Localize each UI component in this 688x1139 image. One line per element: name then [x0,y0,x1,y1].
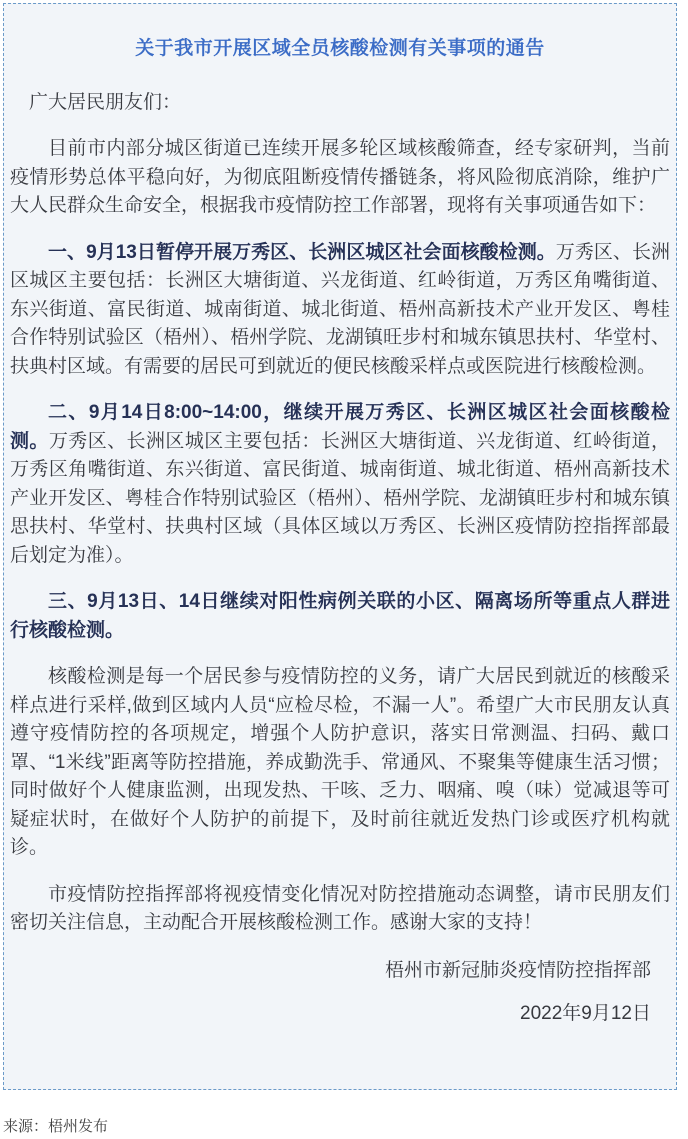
paragraph-segment: 目前市内部分城区街道已连续开展多轮区域核酸筛查，经专家研判，当前疫情形势总体平稳向好，为彻底阻断疫情传播链条，将风险彻底消除，维护广大人民群众生命安全，根据我市疫情防控工作部署，现将有关事项通告如下： [10,138,670,216]
notice-body [10,135,670,938]
notice-paragraph [10,881,670,938]
notice-paragraph [10,239,670,382]
notice-title: 关于我市开展区域全员核酸检测有关事项的通告 [135,38,545,59]
paragraph-segment: 市疫情防控指挥部将视疫情变化情况对防控措施动态调整，请市民朋友们密切关注信息，主动配合开展核酸检测工作。感谢大家的支持！ [10,883,670,933]
paragraph-segment: 万秀区、长洲区城区主要包括：长洲区大塘街道、兴龙街道、红岭街道，万秀区角嘴街道、东兴街道、富民街道、城南街道、城北街道、梧州高新技术产业开发区、粤桂合作特别试验区（梧州）、梧州学院、龙湖镇旺步村和城东镇思扶村、华堂村、扶典村区域（具体区域以万秀区、长洲区疫情防控指挥部最后划定为准）。 [10,430,670,566]
signature: 梧州市新冠肺炎疫情防控指挥部 [384,959,651,981]
notice-date: 2022年9月12日 [520,1003,651,1024]
notice-paragraph [10,399,670,570]
source-label: 来源：梧州发布 [3,1118,109,1135]
paragraph-bold-segment: 一、9月13日暂停开展万秀区、长洲区城区社会面核酸检测。 [48,241,556,263]
paragraph-bold-segment: 二、9月14日8:00~14:00，继续开展万秀区、长洲区城区社会面核酸检测。 [10,402,670,452]
notice-box [3,3,677,1090]
notice-paragraph [10,663,670,863]
notice-paragraph [10,588,670,645]
notice-paragraph [10,135,670,221]
salutation: 广大居民朋友们： [29,92,182,113]
paragraph-segment: 核酸检测是每一个居民参与疫情防控的义务，请广大居民到就近的核酸采样点进行采样,做到区域内人员“应检尽检，不漏一人”。希望广大市民朋友认真遵守疫情防控的各项规定，增强个人防护意识，落实日常测温、扫码、戴口罩、“1米线”距离等防控措施，养成勤洗手、常通风、不聚集等健康生活习惯；同时做好个人健康监测，出现发热、干咳、乏力、咽痛、嗅（味）觉减退等可疑症状时，在做好个人防护的前提下，及时前往就近发热门诊或医疗机构就诊。 [10,666,670,858]
paragraph-segment: 万秀区、长洲区城区主要包括：长洲区大塘街道、兴龙街道、红岭街道，万秀区角嘴街道、东兴街道、富民街道、城南街道、城北街道、梧州高新技术产业开发区、粤桂合作特别试验区（梧州）、梧州学院、龙湖镇旺步村和城东镇思扶村、华堂村、扶典村区域。有需要的居民可到就近的便民核酸采样点或医院进行核酸检测。 [10,241,670,377]
paragraph-bold-segment: 三、9月13日、14日继续对阳性病例关联的小区、隔离场所等重点人群进行核酸检测。 [10,591,670,641]
